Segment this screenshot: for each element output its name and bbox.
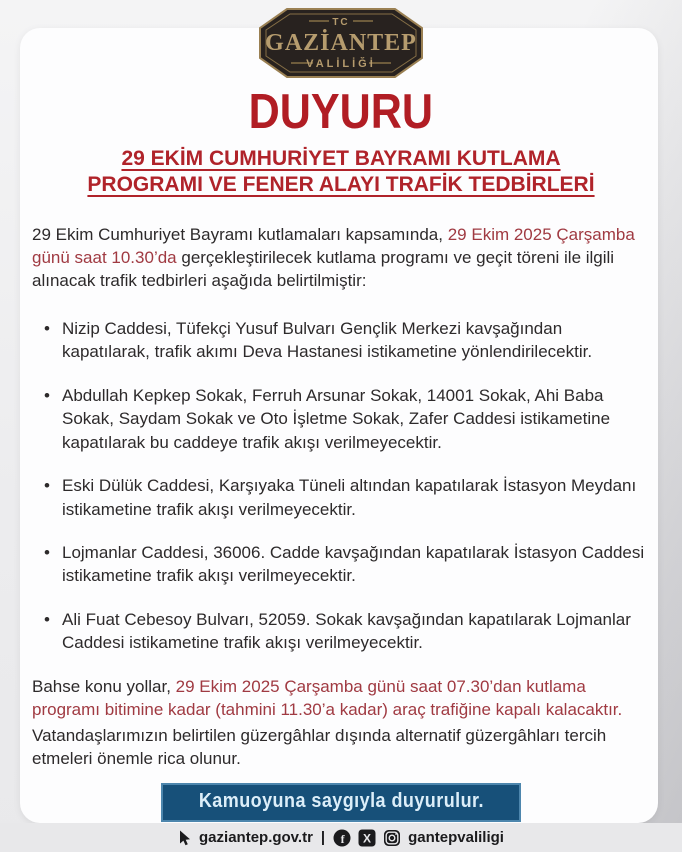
closing-date-highlight: 29 Ekim 2025 Çarşamba günü saat 07.30’dan kutlama programı bitimine kadar (tahmini 11.30’a kadar) araç trafiğine kapalı kalacaktır. [32,676,623,720]
logo-text-valiligi: VALİLİĞİ [306,58,376,70]
intro-seg3: gerçekleştirilecek kutlama programı ve geçit töreni ile ilgili alınacak trafik tedbirleri aşağıda belirtilmiştir: [32,247,615,291]
footer-bar [0,823,682,852]
banner-row [32,783,650,822]
cursor-icon [178,830,192,846]
closing-seg1: Bahse konu yollar, [32,676,176,696]
intro-date-highlight: 29 Ekim 2025 Çarşamba günü saat 10.30’da [32,224,635,267]
intro-paragraph [32,223,650,293]
subtitle-line2: PROGRAMI VE FENER ALAYI TRAFİK TEDBİRLERİ [87,173,595,197]
logo-text-tc: TC [332,17,350,28]
logo-text-gaziantep: GAZİANTEP [265,30,417,56]
gaziantep-governorship-logo [257,6,425,85]
instagram-icon [383,829,401,847]
facebook-icon [333,829,351,847]
svg-text:X: X [363,831,372,845]
note-paragraph: Vatandaşlarımızın belirtilen güzergâhlar dışında alternatif güzergâhları tercih etmeleri önemle rica olunur. [32,725,607,769]
traffic-measures-list [32,317,650,655]
svg-text:f: f [340,831,345,846]
page-title: DUYURU [248,85,434,139]
list-item: • Ali Fuat Cebesoy Bulvarı, 52059. Sokak kavşağından kapatılarak Lojmanlar Caddesi istikametine trafik akışı verilmeyecektir. [62,608,650,655]
announcement-subtitle [32,146,650,199]
social-handle: gantepvaliligi [408,829,504,846]
website-url: gaziantep.gov.tr [199,829,313,846]
respect-banner [161,783,522,822]
list-item: • Eski Dülük Caddesi, Karşıyaka Tüneli altından kapatılarak İstasyon Meydanı istikametine trafik akışı verilmeyecektir. [62,474,650,521]
footer-separator: | [320,829,326,846]
list-item: • Lojmanlar Caddesi, 36006. Cadde kavşağından kapatılarak İstasyon Caddesi istikametine trafik akışı verilmeyecektir. [62,541,650,588]
intro-seg1: 29 Ekim Cumhuriyet Bayramı kutlamaları kapsamında, [32,224,448,244]
banner-text: Kamuoyuna saygıyla duyurulur. [198,789,484,812]
logo-plaque [257,6,425,80]
list-item: • Nizip Caddesi, Tüfekçi Yusuf Bulvarı Gençlik Merkezi kavşağından kapatılarak, trafik akımı Deva Hastanesi istikametine yönlendirilecektir. [62,317,650,364]
announcement-content [32,84,650,822]
x-twitter-icon [358,829,376,847]
closing-paragraph [32,675,650,722]
list-item: • Abdullah Kepkep Sokak, Ferruh Arsunar Sokak, 14001 Sokak, Ahi Baba Sokak, Saydam Sokak ve Oto İşletme Sokak, Zafer Caddesi istikametine kapatılarak bu caddeye trafik akışı verilmeyecektir. [62,384,650,454]
subtitle-line1: 29 EKİM CUMHURİYET BAYRAMI KUTLAMA [121,147,561,170]
